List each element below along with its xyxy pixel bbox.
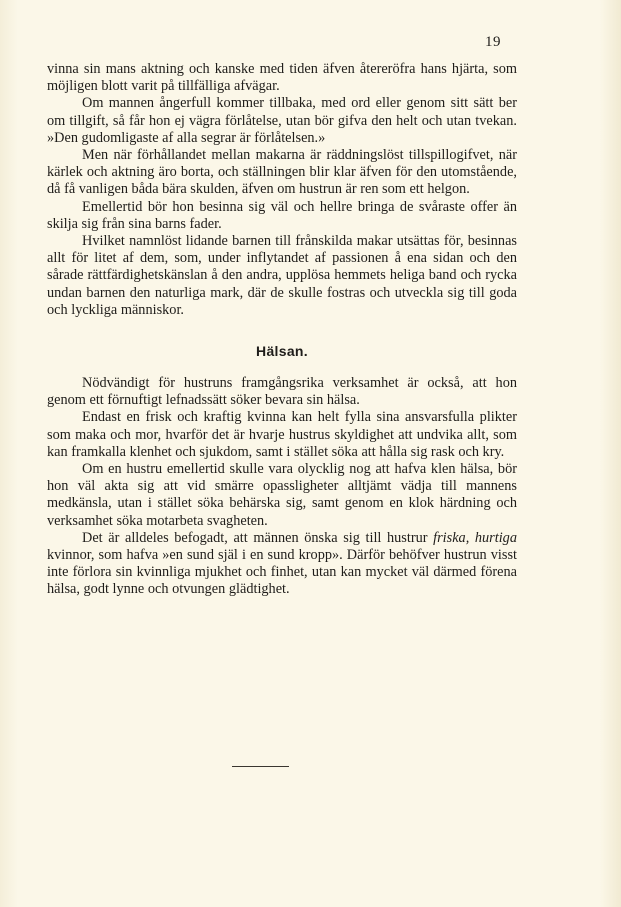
italic-text: friska, hurtiga: [433, 529, 517, 546]
paragraph: Emellertid bör hon besinna sig väl och hellre bringa de svåraste offer än skilja sig från sina barns fader.: [47, 198, 517, 232]
paragraph-text: kvinnor, som hafva »en sund själ i en sund kropp». Därför behöfver hustrun visst inte förlora sin kvinnliga mjukhet och finhet, utan kan mycket väl därmed förena hälsa, godt lynne och otvungen glädtighet.: [47, 547, 517, 598]
page-number: 19: [485, 34, 501, 50]
paragraph: Nödvändigt för hustruns framgångsrika verksamhet är också, att hon genom ett förnuftigt lefnadssätt söker bevara sin hälsa.: [47, 375, 517, 409]
paragraph-text: Det är alldeles befogadt, att männen önska sig till hustrur: [82, 529, 434, 546]
paragraph: Endast en frisk och kraftig kvinna kan helt fylla sina ansvarsfulla plikter som maka och mor, hvarför det är hvarje hustrus skyldighet att undvika allt, som kan framkalla klenhet och sjukdom, samt i stället söka att hålla sig rask och kry.: [47, 409, 517, 460]
end-rule: [232, 766, 289, 767]
section-heading: Hälsan.: [256, 343, 308, 360]
paragraph: Om mannen ångerfull kommer tillbaka, med ord eller genom sitt sätt ber om tillgift, så får hon ej vägra förlåtelse, utan bör gifva den helt och utan tvekan. »Den gudomligaste af alla segrar är förlåtelsen.»: [47, 95, 517, 146]
paragraph: [47, 530, 517, 599]
paragraph: vinna sin mans aktning och kanske med tiden äfven återeröfra hans hjärta, som möjligen blott varit på tillfälliga afvägar.: [47, 61, 517, 95]
paragraph: Hvilket namnlöst lidande barnen till frånskilda makar utsättas för, besinnas allt för litet af dem, som, under inflytandet af passionen å ena sidan och den sårade rättfärdighetskänslan å den andra, upplösa hemmets heliga band och rycka undan barnen den naturliga mark, där de skulle fostras och utveckla sig till goda och lyckliga människor.: [47, 233, 517, 318]
paragraph: Men när förhållandet mellan makarna är räddningslöst tillspillogifvet, när kärlek och aktning äro borta, och ställningen blir klar äfven för den utomstående, då få vanligen båda bära skulden, äfven om hustrun är ren som ett helgon.: [47, 147, 517, 198]
page-body: [47, 61, 517, 599]
paragraph: Om en hustru emellertid skulle vara olycklig nog att hafva klen hälsa, bör hon väl akta sig att vid smärre opassligheter alltjämt vädja till mannens medkänsla, utan i stället söka behärska sig, samt genom en klok härdning och verksamhet söka motarbeta svagheten.: [47, 461, 517, 529]
